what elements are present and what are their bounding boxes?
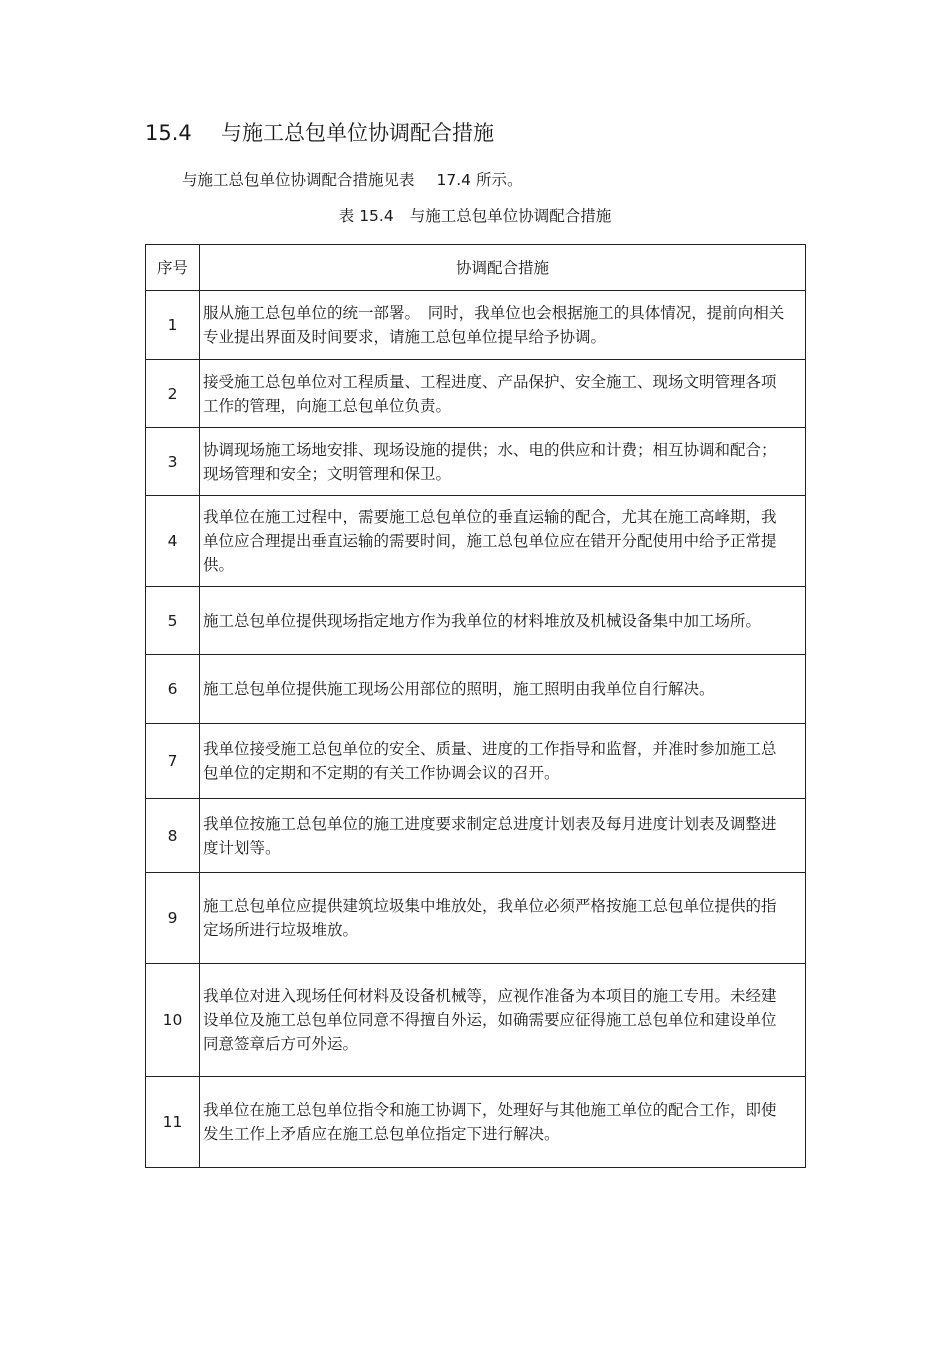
intro-table-ref: 17.4 所示。 — [436, 171, 523, 189]
row-text: 我单位接受施工总包单位的安全、质量、进度的工作指导和监督，并准时参加施工总包单位的定期和不定期的有关工作协调会议的召开。 — [200, 724, 806, 799]
row-text: 我单位对进入现场任何材料及设备机械等，应视作准备为本项目的施工专用。未经建设单位及施工总包单位同意不得擅自外运，如确需要应征得施工总包单位和建设单位同意签章后方可外运。 — [200, 964, 806, 1077]
table-caption-title: 与施工总包单位协调配合措施 — [409, 207, 612, 225]
row-number: 2 — [146, 360, 200, 428]
row-number: 4 — [146, 496, 200, 587]
table-row — [146, 964, 806, 1077]
table-row — [146, 291, 806, 360]
table-row — [146, 428, 806, 496]
section-heading — [145, 118, 494, 148]
table-row — [146, 655, 806, 724]
section-title: 与施工总包单位协调配合措施 — [221, 121, 494, 145]
table-row — [146, 799, 806, 873]
table-row — [146, 1077, 806, 1168]
row-number: 7 — [146, 724, 200, 799]
row-number: 10 — [146, 964, 200, 1077]
row-number: 1 — [146, 291, 200, 360]
table-row — [146, 724, 806, 799]
row-text: 施工总包单位提供施工现场公用部位的照明，施工照明由我单位自行解决。 — [200, 655, 806, 724]
row-text: 服从施工总包单位的统一部署。 同时，我单位也会根据施工的具体情况，提前向相关专业提出界面及时间要求，请施工总包单位提早给予协调。 — [200, 291, 806, 360]
header-index: 序号 — [146, 245, 200, 291]
row-number: 11 — [146, 1077, 200, 1168]
row-text: 我单位在施工总包单位指令和施工协调下，处理好与其他施工单位的配合工作，即使发生工作上矛盾应在施工总包单位指定下进行解决。 — [200, 1077, 806, 1168]
row-number: 6 — [146, 655, 200, 724]
coordination-table — [145, 244, 806, 1168]
table-header-row — [146, 245, 806, 291]
row-number: 3 — [146, 428, 200, 496]
row-number: 5 — [146, 587, 200, 655]
row-text: 我单位按施工总包单位的施工进度要求制定总进度计划表及每月进度计划表及调整进度计划等。 — [200, 799, 806, 873]
row-number: 9 — [146, 873, 200, 964]
table-caption — [0, 204, 950, 228]
row-text: 协调现场施工场地安排、现场设施的提供；水、电的供应和计费；相互协调和配合；现场管理和安全；文明管理和保卫。 — [200, 428, 806, 496]
row-text: 接受施工总包单位对工程质量、工程进度、产品保护、安全施工、现场文明管理各项工作的管理，向施工总包单位负责。 — [200, 360, 806, 428]
table-caption-label: 表 15.4 — [338, 207, 394, 225]
row-text: 施工总包单位提供现场指定地方作为我单位的材料堆放及机械设备集中加工场所。 — [200, 587, 806, 655]
table-row — [146, 496, 806, 587]
table-row — [146, 873, 806, 964]
intro-paragraph — [182, 168, 522, 192]
row-number: 8 — [146, 799, 200, 873]
row-text: 我单位在施工过程中，需要施工总包单位的垂直运输的配合，尤其在施工高峰期，我单位应合理提出垂直运输的需要时间，施工总包单位应在错开分配使用中给予正常提供。 — [200, 496, 806, 587]
section-number: 15.4 — [145, 121, 192, 145]
table-row — [146, 360, 806, 428]
header-measures: 协调配合措施 — [200, 245, 806, 291]
row-text: 施工总包单位应提供建筑垃圾集中堆放处，我单位必须严格按施工总包单位提供的指定场所进行垃圾堆放。 — [200, 873, 806, 964]
intro-text: 与施工总包单位协调配合措施见表 — [182, 171, 415, 189]
table-row — [146, 587, 806, 655]
